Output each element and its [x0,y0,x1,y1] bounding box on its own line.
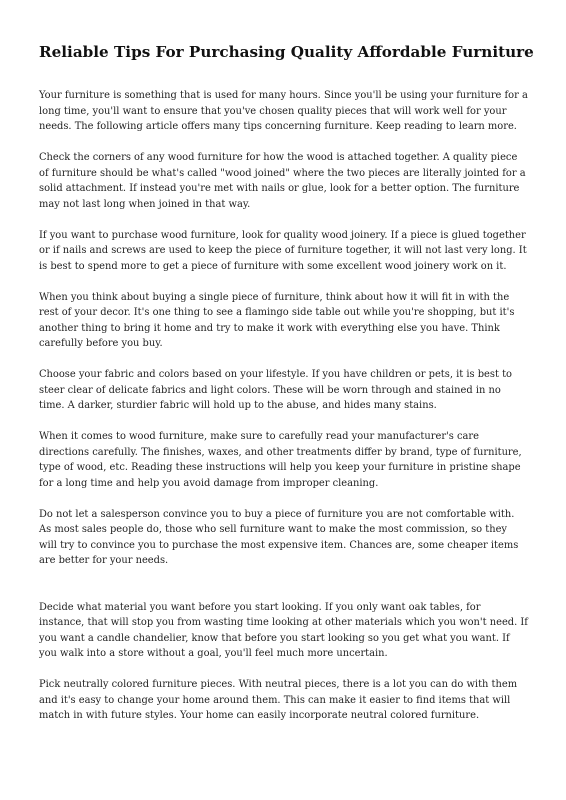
document-body [39,88,528,739]
paragraph-3: If you want to purchase wood furniture, look for quality wood joinery. If a piece is glued together or if nails and screws are used to keep the piece of furniture together, it will not last very long. It is best to spend more to get a piece of furniture with some excellent wood joinery work on it. [39,229,527,272]
paragraph-7: Do not let a salesperson convince you to buy a piece of furniture you are not comfortable with. As most sales people do, those who sell furniture want to make the most commission, so they will try to convince you to purchase the most expensive item. Chances are, some cheaper items are better for your needs. [39,508,519,566]
paragraph-2: Check the corners of any wood furniture for how the wood is attached together. A quality piece of furniture should be what's called "wood joined" where the two pieces are literally jointed for a solid attachment. If instead you're met with nails or glue, look for a better option. The furniture may not last long when joined in that way. [39,152,526,210]
paragraph-5: Choose your fabric and colors based on your lifestyle. If you have children or pets, it is best to steer clear of delicate fabrics and light colors. These will be worn through and stained in no time. A darker, sturdier fabric will hold up to the abuse, and hides many stains. [39,369,512,411]
paragraph-6: When it comes to wood furniture, make sure to carefully read your manufacturer's care directions carefully. The finishes, waxes, and other treatments differ by brand, type of furniture, type of wood, etc. Reading these instructions will help you keep your furniture in pristine shape for a long time and help you avoid damage from improper cleaning. [39,431,522,489]
document-title: Reliable Tips For Purchasing Quality Affordable Furniture [39,43,534,61]
paragraph-4: When you think about buying a single piece of furniture, think about how it will fit in with the rest of your decor. It's one thing to see a flamingo side table out while you're shopping, but it's another thing to bring it home and try to make it work with everything else you have. Think carefully before you buy. [39,291,515,349]
paragraph-8: Decide what material you want before you start looking. If you only want oak tables, for instance, that will stop you from wasting time looking at other materials which you won't need. If you want a candle chandelier, know that before you start looking so you get what you want. If you walk into a store without a goal, you'll feel much more uncertain. [39,601,528,659]
paragraph-9: Pick neutrally colored furniture pieces. With neutral pieces, there is a lot you can do with them and it's easy to change your home around them. This can make it easier to find items that will match in with future styles. Your home can easily incorporate neutral colored furniture. [39,679,518,721]
paragraph-1: Your furniture is something that is used for many hours. Since you'll be using your furniture for a long time, you'll want to ensure that you've chosen quality pieces that will work well for your needs. The following article offers many tips concerning furniture. Keep reading to learn more. [39,90,528,132]
